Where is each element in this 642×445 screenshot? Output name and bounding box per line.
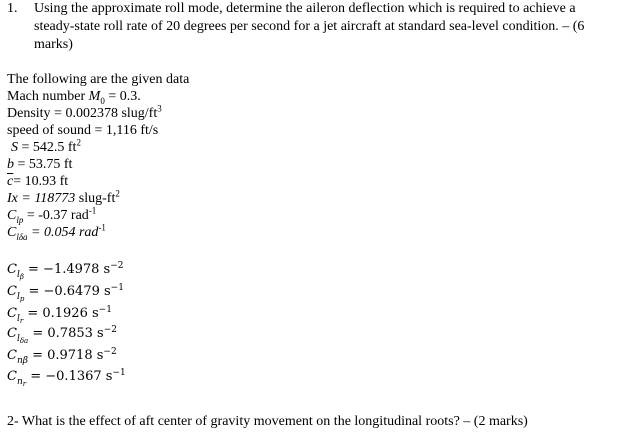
question-1-line-1: Using the approximate roll mode, determine the aileron deflection which is required to achieve a (34, 1, 576, 16)
derivative-exponent: −1 (98, 305, 112, 315)
inertia-text: Ix = 118773 (7, 191, 76, 206)
density-text: Density = 0.002378 slug/ft (7, 106, 158, 121)
speed-of-sound-line: speed of sound = 1,116 ft/s (7, 123, 159, 138)
clda-symbol: C (7, 225, 17, 240)
cl-delta-a-equation (7, 325, 117, 345)
clda-subscript: lδa (16, 231, 28, 242)
derivative-value: = −1.4978 s (23, 262, 111, 277)
mean-chord-value: = 10.93 ft (13, 174, 69, 189)
wing-area-exponent: 2 (76, 137, 81, 148)
clp-value: = -0.37 rad (23, 208, 89, 223)
question-2: 2- What is the effect of aft center of gravity movement on the longitudinal roots? – (2 marks) (7, 414, 528, 429)
derivative-variable: β (22, 356, 28, 366)
wing-area-line (11, 137, 81, 156)
inertia-exponent: 2 (115, 188, 120, 199)
derivative-symbol: C (7, 284, 17, 299)
mean-chord-line (7, 174, 68, 190)
cl-r-equation (7, 305, 112, 325)
clp-symbol: C (7, 208, 17, 223)
derivative-axis: n (16, 377, 23, 387)
clp-given-line (7, 205, 97, 225)
derivative-exponent: −1 (112, 368, 126, 378)
cn-r-equation (7, 368, 126, 388)
derivative-symbol: C (7, 326, 17, 341)
density-line (7, 103, 162, 122)
derivative-symbol: C (7, 306, 17, 321)
derivative-variable: r (22, 380, 27, 388)
derivative-exponent: −2 (103, 325, 117, 335)
wingspan-line (7, 157, 72, 173)
derivative-axis: l (16, 314, 20, 324)
wing-area-symbol: S (11, 140, 18, 155)
derivative-value: = 0.7853 s (28, 326, 104, 341)
clp-exponent: -1 (88, 205, 97, 216)
clda-given-line (7, 222, 106, 242)
mach-value: = 0.3. (104, 89, 141, 104)
mach-number-line (7, 89, 141, 105)
derivative-variable: δa (19, 337, 29, 345)
derivative-variable: p (19, 295, 25, 303)
derivative-axis: l (16, 270, 20, 280)
question-1-line-3: marks) (34, 37, 73, 52)
derivative-exponent: −2 (103, 347, 117, 357)
inertia-unit: slug-ft (75, 191, 116, 206)
derivative-exponent: −1 (110, 283, 124, 293)
derivative-axis: l (16, 292, 20, 302)
cl-p-equation (7, 283, 124, 303)
inertia-line (7, 188, 120, 207)
mach-symbol: M (88, 89, 101, 104)
clp-subscript: lp (16, 214, 24, 225)
density-exponent: 3 (157, 103, 162, 114)
derivative-axis: n (16, 356, 23, 366)
derivative-symbol: C (7, 262, 17, 277)
derivative-symbol: C (7, 348, 17, 363)
clda-value: = 0.054 rad (27, 225, 99, 240)
mach-label: Mach number (7, 89, 89, 104)
mean-chord-symbol: $\overline{c}$ (7, 174, 14, 189)
wingspan-symbol: b (7, 157, 14, 172)
derivative-exponent: −2 (110, 261, 124, 271)
given-data-heading: The following are the given data (7, 72, 190, 87)
derivative-variable: r (19, 317, 24, 325)
derivative-value: = −0.1367 s (26, 369, 113, 384)
derivative-value: = 0.1926 s (23, 306, 99, 321)
derivative-value: = 0.9718 s (27, 348, 104, 363)
derivative-symbol: C (7, 369, 17, 384)
derivative-variable: β (19, 273, 24, 281)
cn-beta-equation (7, 348, 117, 364)
question-1-line-2: steady-state roll rate of 20 degrees per second for a jet aircraft at standard sea-level condition. – (6 (34, 19, 585, 34)
derivative-axis: l (16, 334, 20, 344)
derivative-value: = −0.6479 s (24, 284, 111, 299)
clda-exponent: -1 (98, 222, 106, 233)
wing-area-value: = 542.5 ft (18, 140, 77, 155)
mach-subscript: 0 (100, 95, 105, 106)
wingspan-value: = 53.75 ft (14, 157, 73, 172)
cl-beta-equation (7, 261, 124, 281)
question-1-number: 1. (7, 1, 18, 16)
